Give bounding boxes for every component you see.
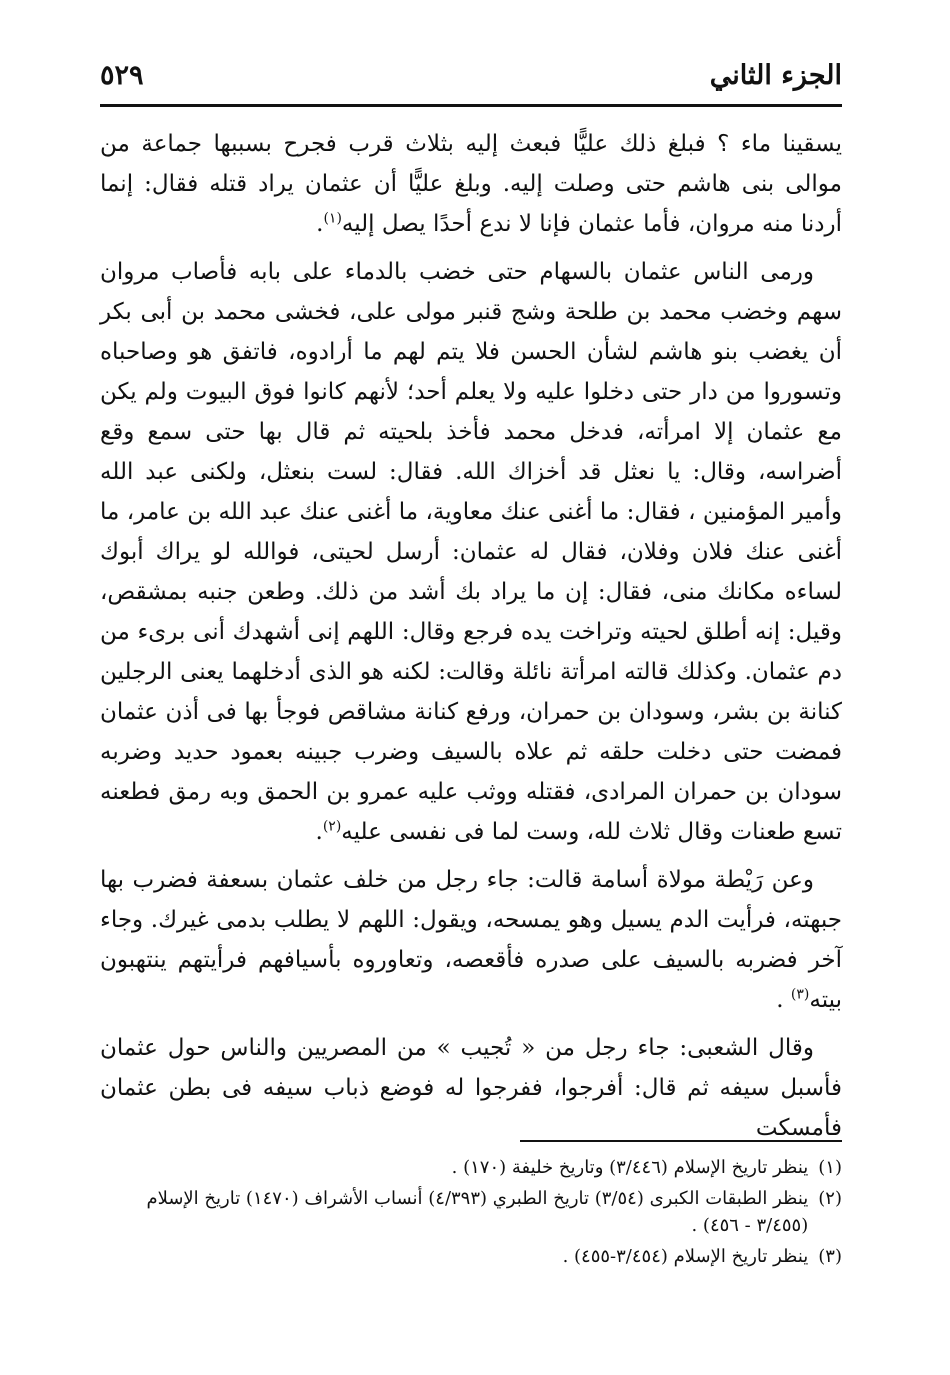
page-header <box>100 52 842 100</box>
footnote-ref: (٣) <box>790 986 810 1003</box>
paragraph <box>100 124 842 244</box>
main-text <box>100 124 842 1148</box>
footnote-ref: (١) <box>323 210 342 227</box>
footnote-text: ينظر تاريخ الإسلام (٣/٤٥٤-٤٥٥) . <box>562 1246 809 1267</box>
footnote-item <box>100 1243 842 1270</box>
paragraph-text: وقال الشعبى: جاء رجل من « تُجيب » من المصريين والناس حول عثمان فأسبل سيفه ثم قال: أفرجوا، ففرجوا له فوضع ذباب سيفه فى بطن عثمان فأمسكت <box>100 1035 842 1141</box>
running-title: الجزء الثاني <box>709 60 842 91</box>
footnote-mark: (٢) <box>818 1188 842 1209</box>
paragraph-text: ورمى الناس عثمان بالسهام حتى خضب بالدماء على بابه فأصاب مروان سهم وخضب محمد بن طلحة وشج قنبر مولى على، فخشى محمد بن أبى بكر أن يغضب بنو هاشم لشأن الحسن فلا يتم لهم ما أرادوه، فاتفق هو وصاحباه وتسوروا من دار حتى دخلوا عليه ولا يعلم أحد؛ لأنهم كانوا فوق البيوت ولم يكن مع عثمان إلا امرأته، فدخل محمد فأخذ بلحيته ثم قال بها حتى سمع وقع أضراسه، وقال: يا نعثل قد أخزاك الله. فقال: لست بنعثل، ولكنى عبد الله وأمير المؤمنين ، فقال: ما أغنى عنك معاوية، ما أغنى عنك عبد الله بن عامر، ما أغنى عنك فلان وفلان، فقال له عثمان: أرسل لحيتى، فوالله لو يراك أبوك لساءه مكانك منى، فقال: إن ما يراد بك أشد من ذلك. وطعن جنبه بمشقص، وقيل: إنه أطلق لحيته وتراخت يده فرجع وقال: اللهم إنى أشهدك أنى برىء من دم عثمان. وكذلك قالته امرأتة نائلة وقالت: لكنه هو الذى أدخلهما يعنى الرجلين كنانة بن بشر، وسودان بن حمران، ورفع كنانة مشاقص فوجأ بها فى أذن عثمان فمضت حتى دخلت حلقه ثم علاه بالسيف وضرب جبينه بعمود حديد وضربه سودان بن حمران المرادى، فقتله ووثب عليه عمرو بن الحمق وبه رمق فطعنه تسع طعنات وقال ثلاث لله، وست لما فى نفسى عليه <box>100 259 842 845</box>
footnote-mark: (٣) <box>818 1246 842 1267</box>
footnote-item <box>100 1185 842 1239</box>
footnote-text: ينظر الطبقات الكبرى (٣/٥٤) تاريخ الطبري (٤/٣٩٣) أنساب الأشراف (١٤٧٠) تاريخ الإسلام (٣/٤٥٥ - ٤٥٦) . <box>146 1188 809 1236</box>
paragraph <box>100 252 842 852</box>
footnote-divider <box>520 1140 842 1142</box>
footnote-ref: (٢) <box>322 818 342 835</box>
footnote-mark: (١) <box>818 1157 842 1178</box>
footnote-text: ينظر تاريخ الإسلام (٣/٤٤٦) وتاريخ خليفة (١٧٠) . <box>451 1157 809 1178</box>
page-number: ٥٢٩ <box>100 60 144 91</box>
paragraph-text: يسقينا ماء ؟ فبلغ ذلك عليًّا فبعث إليه بثلاث قرب فجرح بسببها جماعة من موالى بنى هاشم حتى وصلت إليه. وبلغ عليًّا أن عثمان يراد قتله فقال: إنما أردنا منه مروان، فأما عثمان فإنا لا ندع أحدًا يصل إليه <box>100 131 842 237</box>
footnotes <box>100 1154 842 1274</box>
paragraph-end: . <box>776 987 791 1013</box>
paragraph-text: وعن رَيْطة مولاة أسامة قالت: جاء رجل من خلف عثمان بسعفة فضرب بها جبهته، فرأيت الدم يسيل وهو يمسحه، ويقول: اللهم لا يطلب بدمى غيرك. وجاء آخر فضربه بالسيف على صدره فأقعصه، وتعاوروه بأسيافهم فرأيتهم ينتهبون بيته <box>100 867 842 1013</box>
header-divider <box>100 104 842 107</box>
paragraph <box>100 1028 842 1148</box>
paragraph <box>100 860 842 1020</box>
footnote-item <box>100 1154 842 1181</box>
paragraph-end: . <box>316 211 324 237</box>
paragraph-end: . <box>315 819 323 845</box>
